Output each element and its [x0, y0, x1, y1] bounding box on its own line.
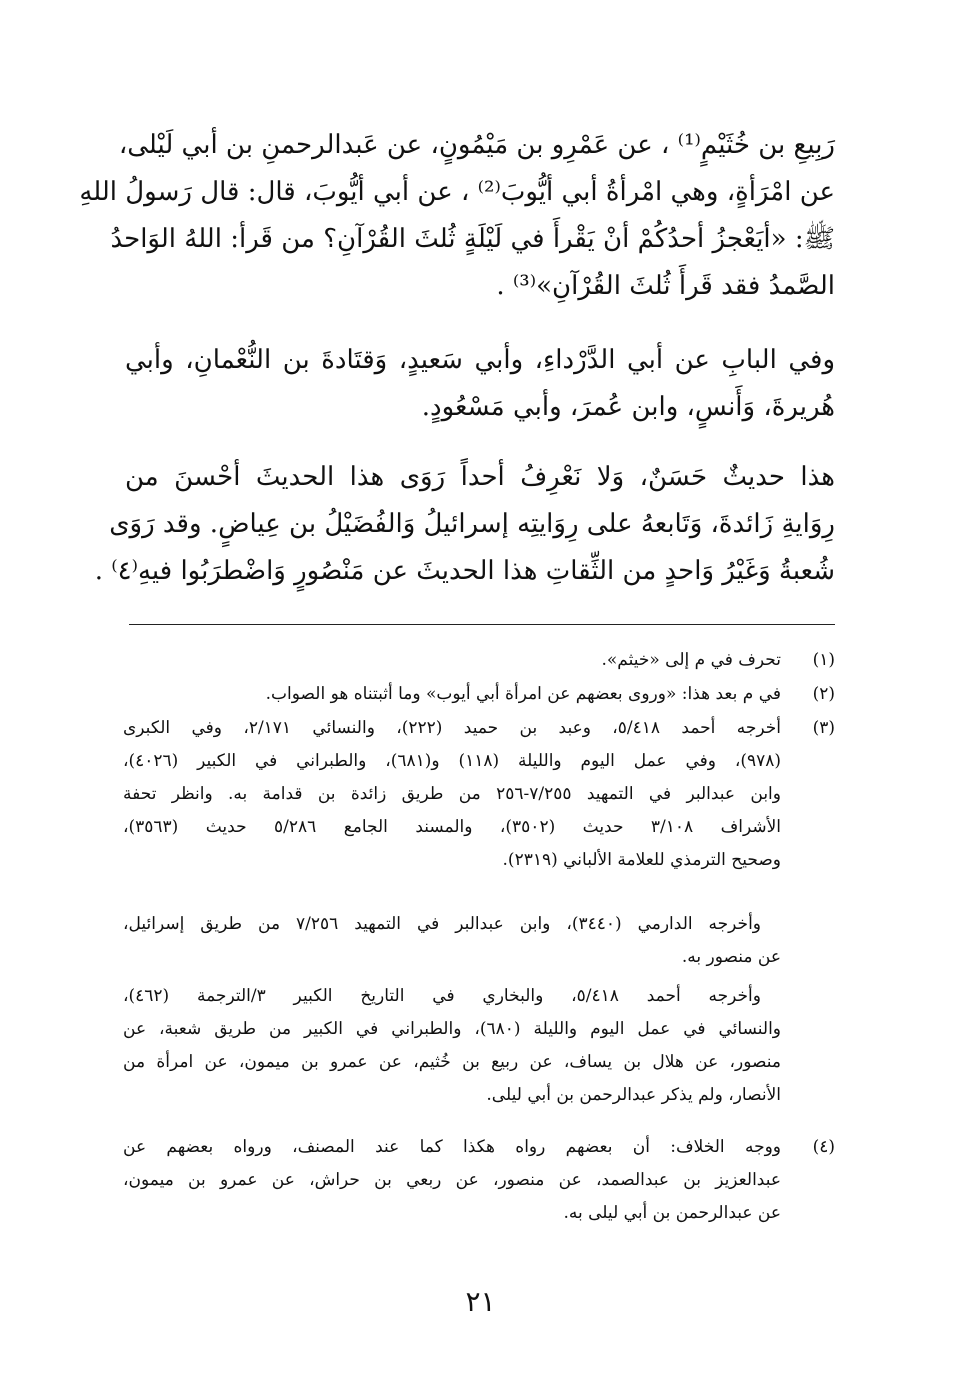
footnote-line: الأنصار، ولم يذكر عبدالرحمن بن أبي ليلى.	[486, 1085, 781, 1105]
footnote-1	[123, 644, 835, 677]
footnote-line: الأشراف ٣/١٠٨ حديث (٣٥٠٢)، والمسند الجامع ٥/٢٨٦ حديث (٣٥٦٣)،	[123, 817, 782, 837]
footnote-line: أخرجه أحمد ٥/٤١٨، وعبد بن حميد (٢٢٢)، والنسائي ٢/١٧١، وفي الكبرى	[123, 718, 781, 738]
footnote-3-continuation	[123, 980, 835, 1112]
footnote-line: (٩٧٨)، وفي عمل اليوم والليلة (١١٨) و(٦٨١)، والطبراني في الكبير (٤٠٢٦)،	[123, 751, 781, 771]
footnote-line: وأخرجه أحمد ٥/٤١٨، والبخاري في التاريخ الكبير ٣/الترجمة (٤٦٢)،	[123, 986, 761, 1006]
footnote-line: عن منصور به.	[681, 947, 781, 967]
footnote-number: (١)	[812, 650, 835, 670]
footnote-4	[123, 1131, 835, 1230]
footnote-number: (٤)	[812, 1137, 835, 1157]
paragraph-isnad-hadith	[79, 122, 835, 310]
text-line: وفي البابِ عن أبي الدَّرْداءِ، وأبي سَعيدٍ، وَقتَادةَ بن النُّعْمانِ، وأبي	[125, 345, 835, 375]
text-line: شُعبةُ وَغَيْرُ وَاحدٍ من الثِّقاتِ هذا الحديثَ عن مَنْصُورٍ وَاضْطرَبُوا فيهِ⁽٤⁾ .	[94, 556, 835, 586]
footnote-line: تحرف في م إلى «خيثم».	[601, 650, 781, 670]
paragraph-grading	[94, 454, 835, 595]
footnote-line: عبدالعزيز بن عبدالصمد، عن منصور، عن ربعي بن حراش، عن عمرو بن ميمون،	[123, 1170, 781, 1190]
text-line: هُريرةَ، وَأَنسٍ، وابن عُمرَ، وأبي مَسْعُودٍ.	[421, 392, 835, 422]
footnote-line: وأخرجه الدارمي (٣٤٤٠)، وابن عبدالبر في التمهيد ٧/٢٥٦ من طريق إسرائيل،	[123, 914, 762, 934]
footnote-line: وابن عبدالبر في التمهيد ٧/٢٥٥-٢٥٦ من طريق زائدة بن قدامة به. وانظر تحفة	[123, 784, 781, 804]
footnote-3-continuation	[123, 908, 835, 974]
footnote-line: والنسائي في عمل اليوم والليلة (٦٨٠)، والطبراني في الكبير من طريق شعبة، عن	[123, 1019, 781, 1039]
text-line: رَبِيعِ بن خُثَيْمٍ⁽¹⁾ ، عن عَمْرِو بن مَيْمُونٍ، عن عَبدالرحمنِ بن أبي لَيْلى،	[118, 130, 835, 160]
text-line: ﷺ: «أيَعْجزُ أحدُكُمْ أنْ يَقْرأَ في لَيْلَةٍ ثُلثَ القُرْآنِ؟ من قَرأ: اللهُ الوَاحدُ	[110, 224, 835, 254]
footnote-line: عن عبدالرحمن بن أبي ليلى به.	[563, 1203, 781, 1223]
footnote-3	[123, 712, 835, 877]
page-number: ٢١	[465, 1285, 496, 1318]
text-line: الصَّمدُ فقد قَرأَ ثُلثَ القُرْآنِ»⁽³⁾ .	[496, 271, 835, 301]
paragraph-related-narrations	[125, 337, 835, 431]
footnote-line: وصحيح الترمذي للعلامة الألباني (٢٣١٩).	[502, 850, 781, 870]
footnote-line: في م بعد هذا: «وروى بعضهم عن امرأة أبي أيوب» وما أثبتناه هو الصواب.	[265, 684, 781, 704]
text-line: هذا حديثٌ حَسَنٌ، وَلا نَعْرِفُ أحداً رَوَى هذا الحديثَ أحْسنَ من	[125, 462, 835, 492]
footnote-2	[123, 678, 835, 711]
text-line: عن امْرَأةٍ، وهي امْرأةُ أبي أيُّوبَ⁽²⁾ ، عن أبي أيُّوبَ، قال: قال رَسولُ اللهِ	[79, 177, 835, 207]
footnote-number: (٣)	[812, 718, 835, 738]
footnote-line: ووجه الخلاف: أن بعضهم رواه هكذا كما عند المصنف، ورواه بعضهم عن	[123, 1137, 781, 1157]
footnote-number: (٢)	[812, 684, 835, 704]
footnote-separator	[129, 624, 835, 625]
text-line: رِوَايةِ زَائدةَ، وَتَابعهُ على رِوَايتِه إسرائيلُ وَالفُضَيْلُ بن عِياضٍ. وقد رَوَى	[109, 509, 835, 539]
footnote-line: منصور، عن هلال بن يساف، عن ربيع بن خُثيم، عن عمرو بن ميمون، عن امرأة من	[123, 1052, 781, 1072]
